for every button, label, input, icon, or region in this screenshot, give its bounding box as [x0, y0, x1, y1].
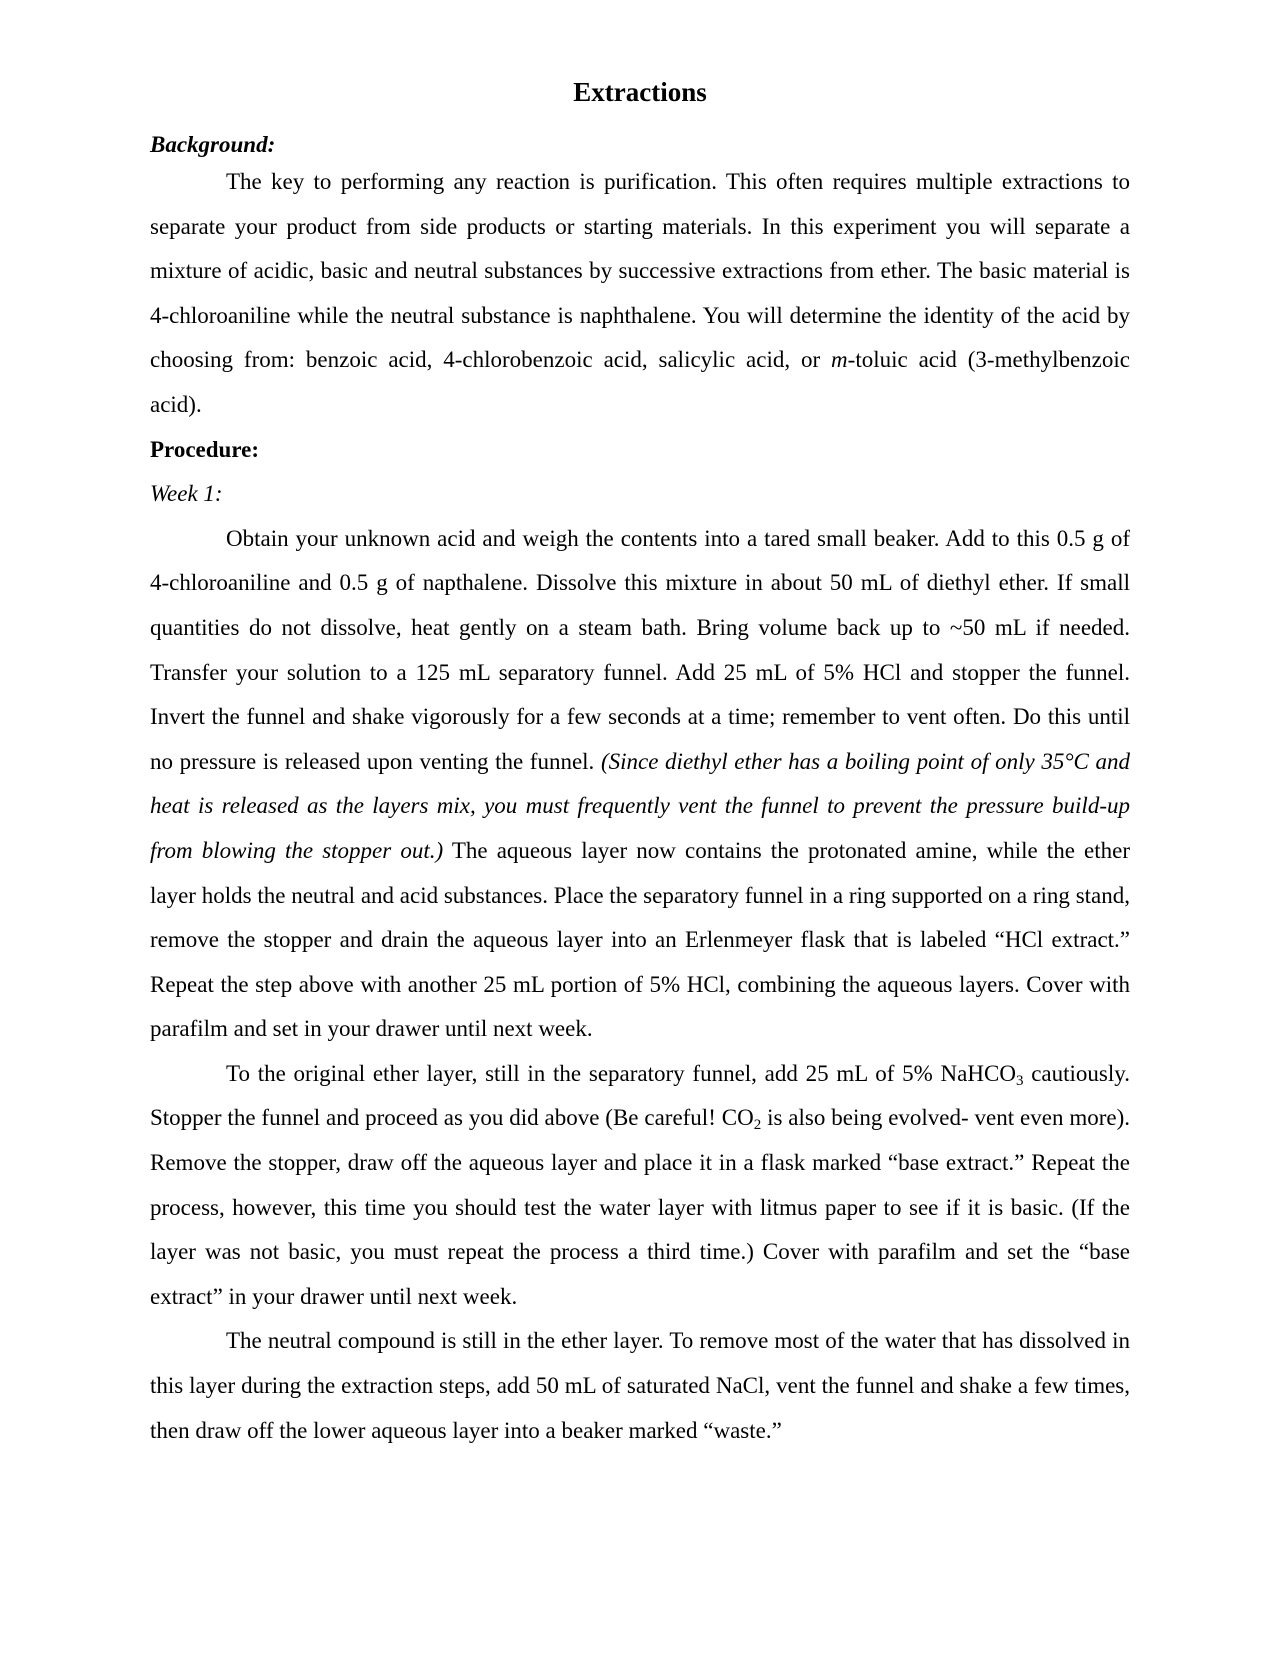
subscript-3: 3 — [1015, 1072, 1024, 1089]
procedure-paragraph-1 — [150, 517, 1130, 1052]
document-page — [150, 72, 1130, 1453]
procedure-text-2c: is also being evolved- vent even more). Remove the stopper, draw off the aqueous layer and place it in a flask marked “base extract.” Repeat the process, however, this time you should test the water layer with litmus paper to see if it is basic. (If the layer was not basic, you must repeat the process a third time.) Cover with parafilm and set the “base extract” in your drawer until next week. — [150, 1105, 1130, 1309]
subscript-2: 2 — [753, 1117, 762, 1134]
procedure-heading: Procedure: — [150, 436, 260, 462]
background-paragraph — [150, 160, 1130, 428]
procedure-text-2b: cautiously. Stopper the funnel and proceed as you did above (Be careful! CO — [150, 1060, 1130, 1131]
procedure-note: (Since diethyl ether has a boiling point of only 35°C and heat is released as the layers mix, you must frequently vent the funnel to prevent the pressure build-up from blowing the stopper out.) — [150, 748, 1130, 863]
procedure-text-1b: The aqueous layer now contains the protonated amine, while the ether layer holds the neutral and acid substances. Place the separatory funnel in a ring supported on a ring stand, remove the stopper and drain the aqueous layer into an Erlenmeyer flask that is labeled “HCl extract.” Repeat the step above with another 25 mL portion of 5% HCl, combining the aqueous layers. Cover with parafilm and set in your drawer until next week. — [150, 837, 1130, 1042]
week-heading: Week 1: — [150, 481, 223, 507]
meta-prefix: m — [831, 347, 848, 373]
background-text-end: -toluic acid (3-methylbenzoic acid). — [150, 347, 1130, 417]
background-text: The key to performing any reaction is purification. This often requires multiple extractions to separate your product from side products or starting materials. In this experiment you will separate a mixture of acidic, basic and neutral substances by successive extractions from ether. The basic material is 4-chloroaniline while the neutral substance is naphthalene. You will determine the identity of the acid by choosing from: benzoic acid, 4-chlorobenzoic acid, salicylic acid, or — [150, 169, 1130, 373]
procedure-text-2a: To the original ether layer, still in the separatory funnel, add 25 mL of 5% NaHCO — [226, 1060, 1016, 1086]
background-heading: Background: — [150, 132, 276, 157]
page-title: Extractions — [573, 77, 707, 107]
procedure-paragraph-3: The neutral compound is still in the ether layer. To remove most of the water that has dissolved in this layer during the extraction steps, add 50 mL of saturated NaCl, vent the funnel and shake a few times, then draw off the lower aqueous layer into a beaker marked “waste.” — [150, 1328, 1130, 1443]
procedure-paragraph-2 — [150, 1052, 1130, 1320]
procedure-text-1a: Obtain your unknown acid and weigh the contents into a tared small beaker. Add to this 0.5 g of 4-chloroaniline and 0.5 g of napthalene. Dissolve this mixture in about 50 mL of diethyl ether. If small quantities do not dissolve, heat gently on a steam bath. Bring volume back up to ~50 mL if needed. Transfer your solution to a 125 mL separatory funnel. Add 25 mL of 5% HCl and stopper the funnel. Invert the funnel and shake vigorously for a few seconds at a time; remember to vent often. Do this until no pressure is released upon venting the funnel. — [150, 525, 1130, 774]
